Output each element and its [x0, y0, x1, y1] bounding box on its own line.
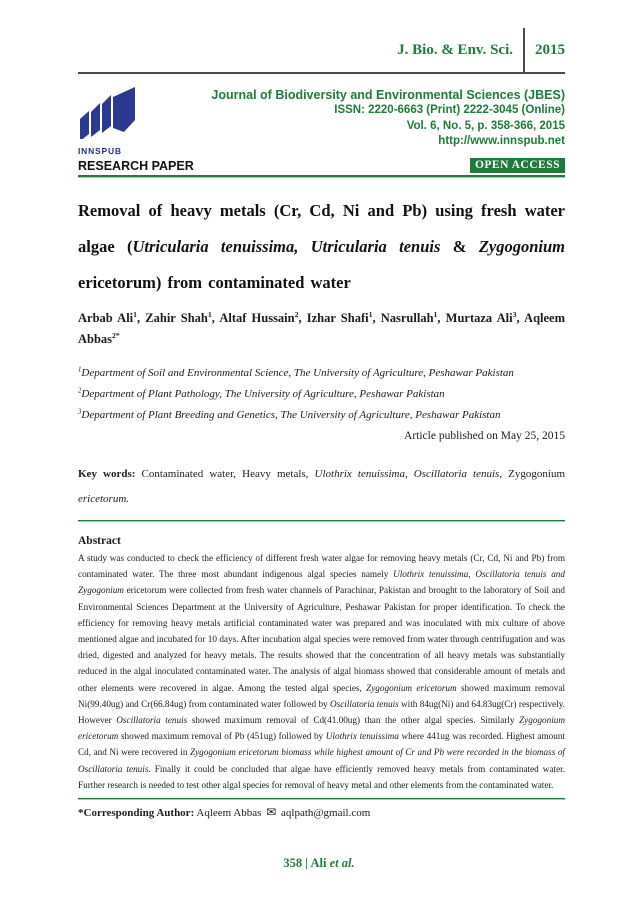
innspub-book-logo-icon — [78, 87, 138, 139]
running-header — [78, 28, 565, 74]
abstract-heading: Abstract — [78, 535, 121, 547]
masthead — [78, 87, 565, 156]
masthead-rule — [78, 175, 565, 178]
corresponding-author-line — [78, 800, 565, 823]
affiliation-3: $^3$Department of Plant Breeding and Genetics, The University of Agriculture, Peshawar Pakistan — [78, 408, 501, 421]
keywords-rule — [78, 520, 565, 522]
paper-type-row — [78, 158, 565, 173]
affiliation-1: $^1$Department of Soil and Environmental Science, The University of Agriculture, Peshawar Pakistan — [78, 366, 514, 379]
affiliation-2: $^2$Department of Plant Pathology, The University of Agriculture, Peshawar Pakistan — [78, 387, 445, 400]
keywords-line: Key words: Contaminated water, Heavy metals, Ulothrix tenuissima, Oscillatoria tenuis, Zygogonium ericetorum. — [78, 468, 566, 505]
corresponding-author-label: *Corresponding Author: — [78, 807, 195, 820]
header-year: 2015 — [535, 41, 565, 58]
abstract-text: A study was conducted to check the efficiency of different fresh water algae for removing heavy metals (Cr, Cd, Ni and Pb) from contaminated water. The three most abundant indigenous algal species namely Ulothrix tenuissima, Oscillatoria tenuis and Zygogonium ericetorum were collected from fresh water channels of Parachinar, Pakistan and brought to the laboratory of Soil and Environmental Sciences Department at the University of Agriculture, Peshawar Pakistan for proper identification. To check the efficiency for removing heavy metals artificial contaminated water was prepared and was inoculated with mix culture of above mentioned algae and incubated for 10 days. After incubation algal species were removed from water through centrifugation and was dried, digested and analyzed for heavy metals. The results showed that the concentration of all heavy metals was substantially reduced in the algal inoculated contaminated water. The analysis of algal biomass showed that considerable amount of metals and other elements were recovered in algae. Among the tested algal species, Zygogonium ericetorum showed maximum removal Ni(99.40ug) and Cr(66.84ug) from contaminated water followed by Oscillatoria tenuis with 84ug(Ni) and 64.83ug(Cr) respectively. However Oscillatoria tenuis showed maximum removal of Cd(41.00ug) than the other algal species. Similarly Zygogonium ericetorum showed maximum removal of Pb (451ug) followed by Ulothrix tenuissima where 441ug was recorded. Highest amount Cd, and Ni were recovered in Zygogonium ericetorum biomass while highest amount of Cr and Pb were recorded in the biomass of Oscillatoria tenuis. Finally it could be concluded that algae have efficiently removed heavy metals from contaminated water. Further research is needed to test other algal species for removal of heavy metal and other elements from the contaminated water. — [78, 553, 565, 790]
header-divider — [523, 28, 525, 72]
envelope-icon: ✉ — [266, 805, 277, 820]
journal-title: Journal of Biodiversity and Environmental Sciences (JBES) — [211, 88, 565, 102]
article-title: Removal of heavy metals (Cr, Cd, Ni and Pb) using fresh water algae (Utricularia tenuissima, Utricularia tenuis & Zygogonium ericetorum) from contaminated water — [78, 201, 565, 292]
open-access-badge: OPEN ACCESS — [470, 158, 565, 173]
volume-line: Vol. 6, No. 5, p. 358-366, 2015 — [406, 119, 565, 132]
journal-website-link[interactable]: http://www.innspub.net — [438, 135, 565, 147]
paper-type-label: RESEARCH PAPER — [78, 159, 194, 173]
issn-line: ISSN: 2220-6663 (Print) 2222-3045 (Online) — [334, 104, 565, 116]
publication-date-line: Article published on May 25, 2015 — [404, 430, 565, 442]
page-footer: 358 | Ali et al. — [283, 856, 355, 870]
corresponding-author-name: Aqleem Abbas — [194, 807, 265, 820]
journal-info — [211, 87, 565, 150]
journal-abbrev: J. Bio. & Env. Sci. — [397, 41, 513, 58]
publisher-logo — [78, 87, 148, 156]
publisher-name: INNSPUB — [78, 146, 122, 156]
author-list: Arbab Ali$^1$, Zahir Shah$^1$, Altaf Hussain$^2$, Izhar Shafi$^1$, Nasrullah$^1$, Murtaza Ali$^3$, Aqleem Abbas$^{2*}$ — [78, 309, 565, 346]
corresponding-author-email-link[interactable]: aqlpath@gmail.com — [278, 807, 371, 820]
affiliations — [78, 363, 565, 426]
